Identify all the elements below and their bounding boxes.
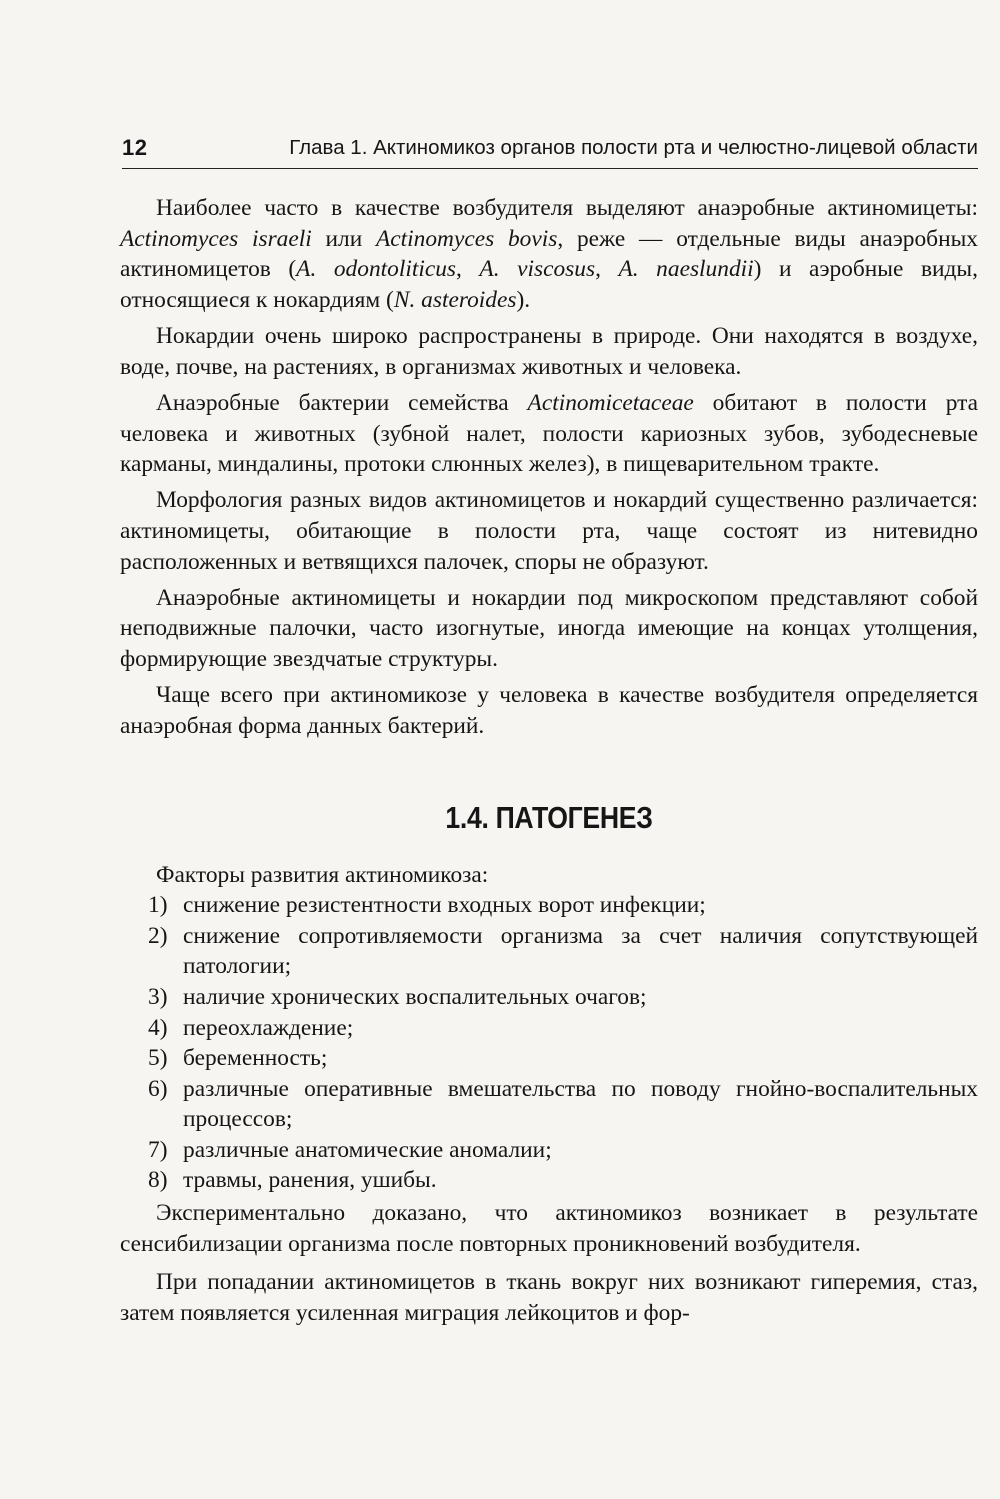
paragraph [120, 680, 978, 741]
text-run: или [311, 225, 376, 252]
paragraph [120, 388, 978, 480]
text-run: Анаэробные бактерии семейства [156, 389, 528, 416]
italic-term: Actinomyces bovis [376, 225, 558, 252]
list-item-text: различные оперативные вмешательства по поводу гнойно-воспалительных процессов; [183, 1075, 978, 1133]
list-item-number: 4) [148, 1014, 168, 1041]
list-item-text: снижение резистентности входных ворот инфекции; [183, 892, 706, 919]
paragraphs-before-section [120, 193, 978, 742]
list-intro: Факторы развития актиномикоза: [156, 861, 489, 888]
body-text [120, 193, 978, 1334]
list-item-text: снижение сопротивляемости организма за счет наличия сопутствующей патологии; [183, 922, 978, 980]
text-run: ) и аэробные виды, относящиеся к нокардиям ( [120, 256, 978, 313]
list-item-text: наличие хронических воспалительных очагов; [183, 983, 647, 1010]
list-item [120, 890, 978, 921]
text-run: обитают в полости рта человека и животных (зубной налет, полости кариозных зубов, зубодесневые карманы, миндалины, протоки слюнных желез), в пищеварительном тракте. [120, 389, 978, 478]
list-item-text: переохлаждение; [183, 1014, 354, 1041]
italic-term: A. naeslundii [618, 256, 754, 283]
list-item-number: 3) [148, 983, 168, 1010]
factor-list [120, 890, 978, 1196]
text-run: Морфология разных видов актиномицетов и нокардий существенно различается: актиномицеты, обитающие в полости рта, чаще состоят из нитевидно расположенных и ветвящихся палочек, споры не образуют. [120, 487, 978, 575]
list-item [120, 1135, 978, 1166]
paragraph [120, 321, 978, 382]
paragraph [120, 193, 978, 315]
list-item [120, 1165, 978, 1196]
page-number: 12 [122, 135, 148, 160]
list-item [120, 1043, 978, 1074]
text-run: , [456, 256, 480, 283]
paragraph [120, 485, 978, 577]
text-run: ). [516, 286, 531, 313]
paragraph [120, 583, 978, 675]
list-item-number: 7) [148, 1136, 168, 1163]
text-run: Чаще всего при актиномикозе у человека в качестве возбудителя определяется анаэробная форма данных бактерий. [120, 682, 978, 739]
list-item [120, 921, 978, 982]
italic-term: N. asteroides [393, 286, 517, 313]
list-item-number: 8) [148, 1167, 168, 1194]
section-heading: 1.4. ПАТОГЕНЕЗ [445, 799, 653, 835]
list-item [120, 1074, 978, 1135]
list-item-text: различные анатомические аномалии; [183, 1136, 552, 1163]
text-run: , реже — отдельные виды анаэробных актиномицетов ( [120, 225, 978, 283]
italic-term: A. viscosus [479, 256, 596, 283]
text-run: , [595, 256, 619, 283]
list-item-number: 6) [148, 1075, 168, 1102]
paragraph-after-list: При попадании актиномицетов в ткань вокруг них возникают гиперемия, стаз, затем появляется усиленная миграция лейкоцитов и фор- [120, 1269, 978, 1326]
text-run: Наиболее часто в качестве возбудителя выделяют анаэробные актиномицеты: [156, 195, 978, 221]
chapter-title: Глава 1. Актиномикоз органов полости рта и челюстно-лицевой области [289, 136, 978, 159]
list-item-number: 2) [148, 922, 168, 949]
italic-term: A. odontoliticus [296, 256, 457, 283]
italic-term: Actinomyces israeli [120, 225, 312, 252]
list-item-number: 5) [148, 1045, 168, 1072]
text-run: Анаэробные актиномицеты и нокардии под микроскопом представляют собой неподвижные палочки, часто изогнутые, иногда имеющие на концах утолщения, формирующие звездчатые структуры. [120, 584, 978, 673]
list-item [120, 982, 978, 1013]
list-item-text: беременность; [183, 1045, 328, 1072]
text-run: Нокардии очень широко распространены в природе. Они находятся в воздухе, воде, почве, на растениях, в организмах животных и человека. [120, 323, 978, 380]
list-item-number: 1) [148, 892, 168, 919]
paragraph-after-list: Экспериментально доказано, что актиномикоз возникает в результате сенсибилизации организма после повторных проникновений возбудителя. [120, 1200, 978, 1257]
list-item [120, 1013, 978, 1044]
running-header [122, 134, 978, 169]
italic-term: Actinomicetaceae [527, 389, 694, 416]
list-item-text: травмы, ранения, ушибы. [183, 1167, 437, 1194]
